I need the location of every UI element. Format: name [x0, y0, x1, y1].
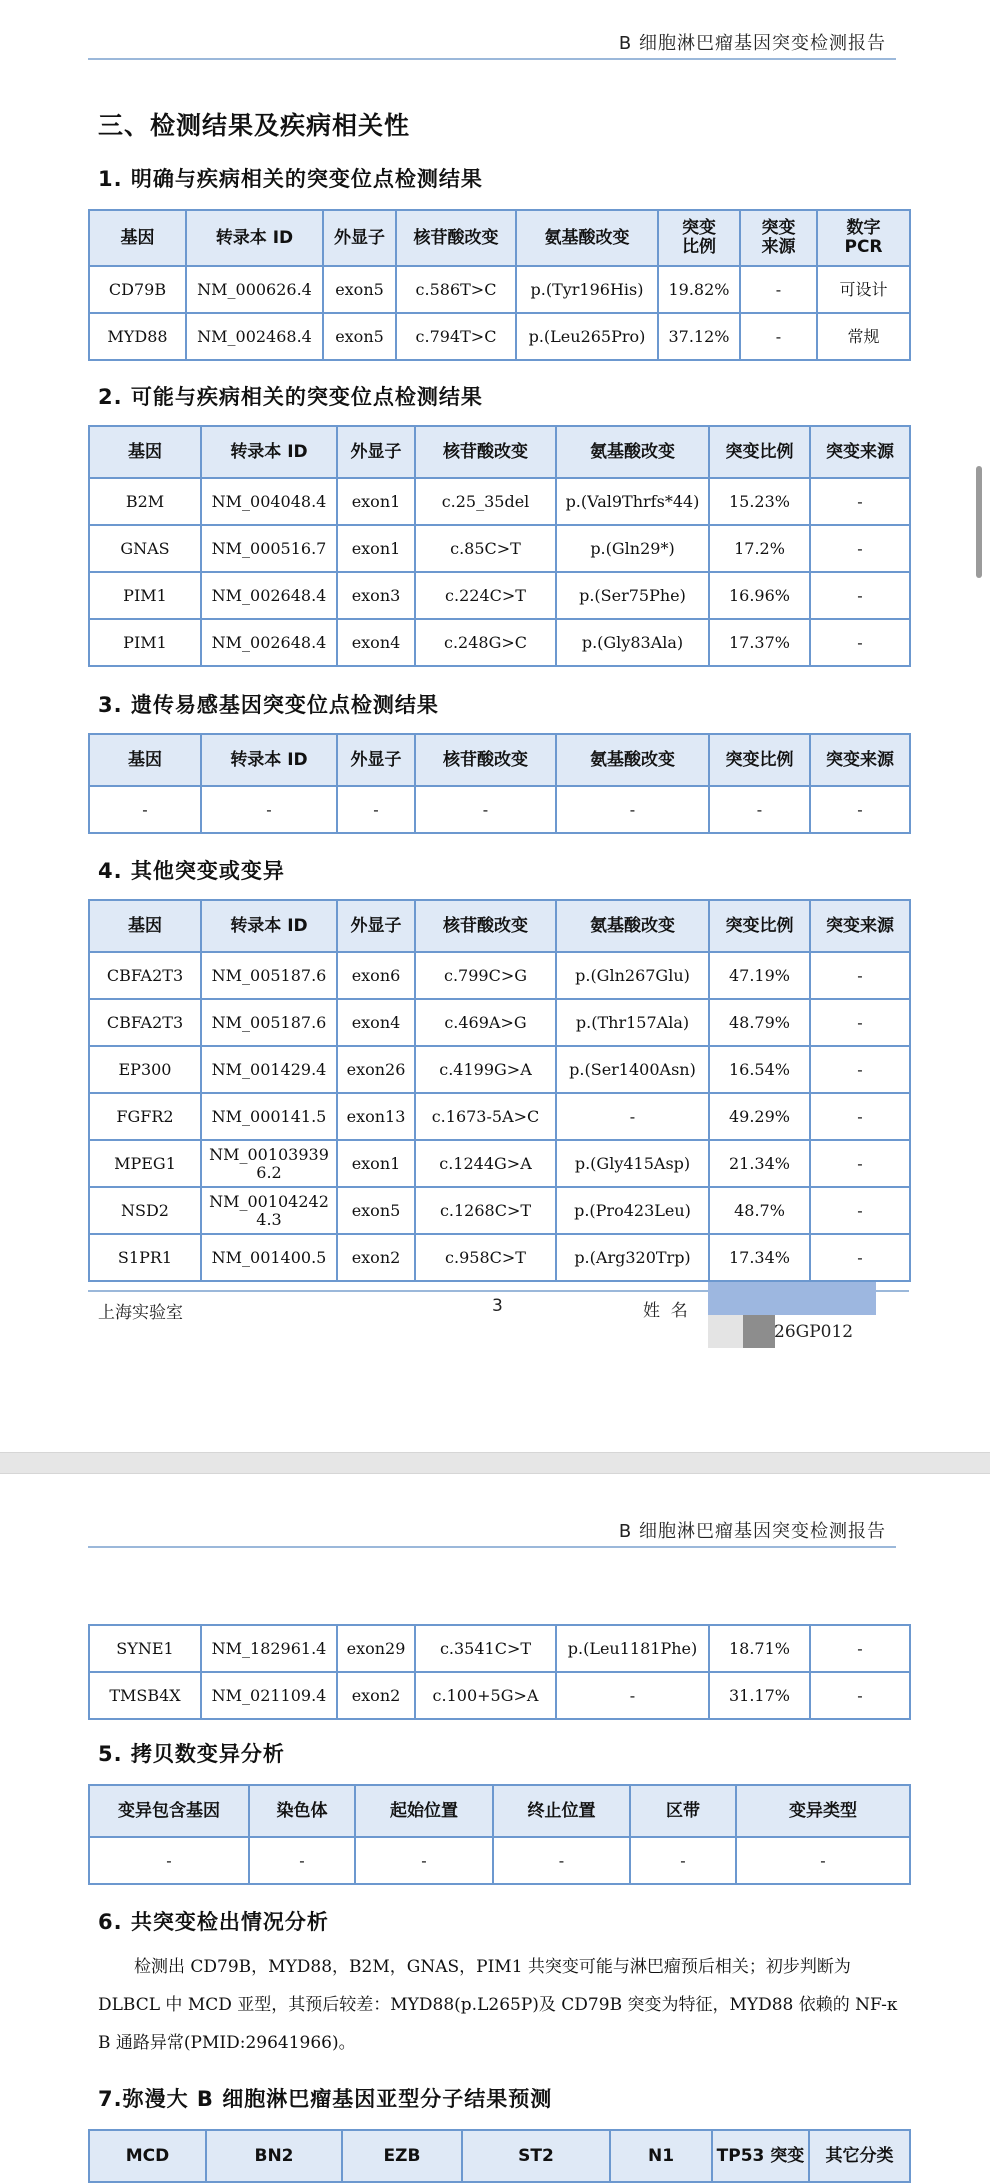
footer-lab: 上海实验室	[98, 1303, 183, 1323]
column-header: 突变来源	[810, 426, 910, 478]
table-cell	[810, 999, 910, 1046]
cell-line: NM_00104242	[209, 1191, 329, 1211]
column-header: 氨基酸改变	[556, 734, 709, 786]
column-header	[817, 210, 910, 266]
cell-line: 49.29%	[728, 1107, 790, 1126]
cell-line: -	[857, 1060, 863, 1079]
column-header	[186, 210, 323, 266]
table-cell: 18.71%	[709, 1625, 810, 1672]
column-header: 基因	[89, 734, 201, 786]
cell-line: exon5	[351, 1201, 401, 1220]
cell-line: c.958C>T	[445, 1248, 526, 1267]
cell-line: 6.2	[256, 1162, 282, 1182]
column-header: EZB	[342, 2130, 462, 2182]
table-row	[89, 572, 910, 619]
column-header: 外显子	[337, 900, 415, 952]
table-cell: NM_004048.4	[201, 478, 337, 525]
cell-line: -	[857, 966, 863, 985]
table-cell: -	[493, 1837, 630, 1884]
subsection-5-title: 5. 拷贝数变异分析	[98, 1742, 285, 1766]
table-cell	[415, 952, 556, 999]
cell-line: exon13	[346, 1107, 406, 1126]
table-cell	[89, 1187, 201, 1234]
cell-line: exon26	[346, 1060, 406, 1079]
cell-line: CBFA2T3	[106, 1013, 184, 1032]
page-header	[88, 1510, 896, 1548]
table-cell	[201, 1234, 337, 1281]
header-line: 突变	[682, 218, 716, 238]
table-cell	[89, 1140, 201, 1187]
cell-line: MPEG1	[114, 1154, 176, 1173]
table-cell	[201, 999, 337, 1046]
table-cell: exon2	[337, 1672, 415, 1719]
table-cell: -	[89, 1837, 249, 1884]
table-cell	[337, 1187, 415, 1234]
column-header: ST2	[462, 2130, 610, 2182]
table-copy-number	[88, 1784, 911, 1885]
page-header	[88, 22, 896, 60]
table-cell	[337, 952, 415, 999]
subsection-7-title: 7.弥漫大 B 细胞淋巴瘤基因亚型分子结果预测	[98, 2087, 553, 2111]
table-cell	[337, 1140, 415, 1187]
table-cell: GNAS	[89, 525, 201, 572]
header-line: 来源	[761, 237, 796, 257]
column-header: 终止位置	[493, 1785, 630, 1837]
column-header	[323, 210, 396, 266]
table-cell	[337, 1234, 415, 1281]
header-line: 突变	[761, 218, 796, 238]
column-header: 起始位置	[355, 1785, 493, 1837]
cell-line: c.1244G>A	[439, 1154, 532, 1173]
table-cell: -	[709, 786, 810, 833]
cell-line: NM_005187.6	[211, 1013, 327, 1032]
footer-page-number: 3	[492, 1296, 503, 1316]
table-cell: B2M	[89, 478, 201, 525]
column-header: 转录本 ID	[201, 426, 337, 478]
subsection-6-title: 6. 共突变检出情况分析	[98, 1910, 329, 1934]
table-cell: CD79B	[89, 266, 186, 313]
cell-line: -	[629, 1107, 636, 1126]
paragraph-line: DLBCL 中 MCD 亚型，其预后较差：MYD88(p.L265P)及 CD79B 突变为特征，MYD88 依赖的 NF-κ	[98, 1995, 898, 2015]
column-header: TP53 突变	[712, 2130, 809, 2182]
cell-line: 21.34%	[728, 1154, 790, 1173]
table-cell	[810, 952, 910, 999]
table-cell: -	[810, 619, 910, 666]
table-cell: -	[556, 1672, 709, 1719]
table-cell	[709, 1187, 810, 1234]
table-cell: exon5	[323, 266, 396, 313]
cell-line: -	[857, 1013, 863, 1032]
paragraph-line: B 通路异常(PMID:29641966)。	[98, 2033, 356, 2053]
table-row	[89, 952, 910, 999]
table-cell	[810, 1093, 910, 1140]
column-header: 转录本 ID	[201, 900, 337, 952]
paragraph-line: 检测出 CD79B，MYD88，B2M，GNAS，PIM1 共突变可能与淋巴瘤预后相关；初步判断为	[134, 1957, 851, 1977]
table-cell: 19.82%	[658, 266, 740, 313]
column-header: 突变比例	[709, 426, 810, 478]
table-cell	[89, 952, 201, 999]
column-header: 区带	[630, 1785, 736, 1837]
table-row	[89, 1837, 910, 1884]
cell-line: p.(Gly415Asp)	[574, 1154, 691, 1173]
cell-line: p.(Pro423Leu)	[574, 1201, 691, 1220]
column-header: 转录本 ID	[201, 734, 337, 786]
table-cell: -	[355, 1837, 493, 1884]
cell-line: exon6	[351, 966, 401, 985]
column-header: 变异类型	[736, 1785, 910, 1837]
table-row	[89, 619, 910, 666]
column-header: 基因	[89, 900, 201, 952]
table-row	[89, 266, 910, 313]
table-cell: -	[740, 313, 817, 360]
header-line: 核苷酸改变	[413, 227, 499, 248]
table-row	[89, 1672, 910, 1719]
table-cell: -	[556, 786, 709, 833]
table-row	[89, 786, 910, 833]
report-page-4	[0, 1474, 990, 2166]
column-header: 变异包含基因	[89, 1785, 249, 1837]
table-cell: -	[810, 572, 910, 619]
table-cell: exon5	[323, 313, 396, 360]
table-cell: -	[810, 478, 910, 525]
table-cell	[556, 952, 709, 999]
table-cell: p.(Val9Thrfs*44)	[556, 478, 709, 525]
table-cell: NM_000626.4	[186, 266, 323, 313]
header-line: PCR	[844, 237, 883, 257]
cell-line: exon2	[351, 1248, 401, 1267]
cell-line: 4.3	[256, 1209, 282, 1229]
table-cell: -	[337, 786, 415, 833]
column-header: 核苷酸改变	[415, 734, 556, 786]
header-line: 氨基酸改变	[544, 227, 630, 248]
cell-line: c.469A>G	[444, 1013, 527, 1032]
table-cell	[810, 1046, 910, 1093]
cell-line: c.4199G>A	[439, 1060, 532, 1079]
scrollbar-thumb[interactable]	[976, 466, 982, 578]
column-header	[516, 210, 658, 266]
table-cell	[201, 1140, 337, 1187]
table-cell	[556, 1187, 709, 1234]
redacted-block	[743, 1315, 775, 1348]
column-header: MCD	[89, 2130, 206, 2182]
table-cell	[415, 1046, 556, 1093]
table-cell: exon29	[337, 1625, 415, 1672]
cell-line: NM_001429.4	[211, 1060, 327, 1079]
table-other-mutations	[88, 899, 911, 1282]
table-row	[89, 1187, 910, 1234]
table-cell: -	[810, 525, 910, 572]
table-cell	[810, 1140, 910, 1187]
table-hereditary-mutations	[88, 733, 911, 834]
table-cell: c.794T>C	[396, 313, 516, 360]
table-cell: 37.12%	[658, 313, 740, 360]
cell-line: exon1	[351, 1154, 401, 1173]
column-header: 突变比例	[709, 900, 810, 952]
table-cell: p.(Leu1181Phe)	[556, 1625, 709, 1672]
table-cell: p.(Ser75Phe)	[556, 572, 709, 619]
section-title: 三、检测结果及疾病相关性	[98, 111, 411, 140]
table-row	[89, 1046, 910, 1093]
column-header: 氨基酸改变	[556, 900, 709, 952]
subsection-4-title: 4. 其他突变或变异	[98, 859, 285, 883]
cell-line: S1PR1	[117, 1248, 173, 1267]
table-cell	[556, 1234, 709, 1281]
column-header: 染色体	[249, 1785, 355, 1837]
table-cell: NM_182961.4	[201, 1625, 337, 1672]
cell-line: c.1268C>T	[439, 1201, 532, 1220]
column-header	[658, 210, 740, 266]
table-cell	[337, 999, 415, 1046]
header-line: 转录本 ID	[215, 227, 294, 248]
header-line: 外显子	[334, 227, 385, 248]
table-cell: -	[201, 786, 337, 833]
subsection-3-title: 3. 遗传易感基因突变位点检测结果	[98, 693, 439, 717]
subsection-1-title: 1. 明确与疾病相关的突变位点检测结果	[98, 167, 483, 191]
table-cell	[709, 952, 810, 999]
table-cell: -	[249, 1837, 355, 1884]
table-row	[89, 1625, 910, 1672]
header-line: 数字	[846, 218, 881, 238]
cell-line: p.(Gln267Glu)	[575, 966, 690, 985]
header-line: 比例	[682, 237, 716, 257]
table-cell	[810, 1187, 910, 1234]
table-cell: c.100+5G>A	[415, 1672, 556, 1719]
footer-name-label: 姓 名	[643, 1301, 688, 1321]
table-cell	[337, 1093, 415, 1140]
table-cell	[709, 1234, 810, 1281]
column-header: 外显子	[337, 734, 415, 786]
table-cell: SYNE1	[89, 1625, 201, 1672]
table-cell: c.3541C>T	[415, 1625, 556, 1672]
cell-line: -	[857, 1201, 863, 1220]
cell-line: 48.7%	[734, 1201, 785, 1220]
table-cell	[556, 1140, 709, 1187]
table-row	[89, 1234, 910, 1281]
column-header	[396, 210, 516, 266]
table-cell	[709, 999, 810, 1046]
column-header: 核苷酸改变	[415, 426, 556, 478]
table-cell: c.248G>C	[415, 619, 556, 666]
table-definite-mutations	[88, 209, 911, 361]
table-cell	[709, 1046, 810, 1093]
table-cell	[709, 1093, 810, 1140]
table-cell	[201, 952, 337, 999]
table-row	[89, 313, 910, 360]
cell-line: EP300	[118, 1060, 172, 1079]
table-other-mutations-continued	[88, 1624, 911, 1720]
table-row	[89, 1140, 910, 1187]
cell-line: c.799C>G	[443, 966, 527, 985]
table-cell	[89, 1234, 201, 1281]
cell-line: NM_005187.6	[211, 966, 327, 985]
column-header: 氨基酸改变	[556, 426, 709, 478]
table-cell: -	[740, 266, 817, 313]
table-cell: exon4	[337, 619, 415, 666]
cell-line: FGFR2	[116, 1107, 174, 1126]
table-cell	[415, 1187, 556, 1234]
table-cell: TMSB4X	[89, 1672, 201, 1719]
cell-line: NM_001400.5	[211, 1248, 327, 1267]
table-cell	[810, 1234, 910, 1281]
table-cell: -	[415, 786, 556, 833]
header-line: 基因	[120, 227, 155, 248]
table-cell: -	[810, 1625, 910, 1672]
cell-line: 47.19%	[728, 966, 790, 985]
header-title: B 细胞淋巴瘤基因突变检测报告	[618, 1521, 886, 1542]
table-cell: c.224C>T	[415, 572, 556, 619]
table-cell: 16.96%	[709, 572, 810, 619]
header-title: B 细胞淋巴瘤基因突变检测报告	[618, 33, 886, 54]
table-cell: NM_002648.4	[201, 619, 337, 666]
table-cell: c.25_35del	[415, 478, 556, 525]
table-cell: p.(Gly83Ala)	[556, 619, 709, 666]
table-row	[89, 478, 910, 525]
cell-line: p.(Arg320Trp)	[574, 1248, 691, 1267]
table-cell	[415, 1234, 556, 1281]
column-header: 突变来源	[810, 900, 910, 952]
table-row	[89, 1093, 910, 1140]
table-cell	[556, 999, 709, 1046]
redacted-name	[708, 1282, 876, 1315]
table-cell: 可设计	[817, 266, 910, 313]
table-cell: NM_002468.4	[186, 313, 323, 360]
footer-id: 26GP012	[774, 1322, 854, 1342]
table-cell: p.(Leu265Pro)	[516, 313, 658, 360]
table-cell	[89, 1093, 201, 1140]
table-cell: -	[736, 1837, 910, 1884]
cell-line: p.(Thr157Ala)	[575, 1013, 690, 1032]
table-row	[89, 525, 910, 572]
column-header: 突变来源	[810, 734, 910, 786]
table-cell: NM_021109.4	[201, 1672, 337, 1719]
cell-line: NSD2	[121, 1201, 169, 1220]
column-header: 突变比例	[709, 734, 810, 786]
table-cell	[709, 1140, 810, 1187]
table-possible-mutations	[88, 425, 911, 667]
cell-line: CBFA2T3	[106, 966, 184, 985]
table-cell: 常规	[817, 313, 910, 360]
cell-line: 16.54%	[728, 1060, 790, 1079]
column-header: 其它分类	[809, 2130, 910, 2182]
table-cell	[415, 1140, 556, 1187]
table-cell	[556, 1093, 709, 1140]
table-cell	[89, 1046, 201, 1093]
cell-line: 48.79%	[728, 1013, 790, 1032]
column-header: 外显子	[337, 426, 415, 478]
cell-line: 17.34%	[728, 1248, 790, 1267]
subsection-2-title: 2. 可能与疾病相关的突变位点检测结果	[98, 385, 483, 409]
table-cell: NM_000516.7	[201, 525, 337, 572]
table-cell: 31.17%	[709, 1672, 810, 1719]
table-cell: PIM1	[89, 619, 201, 666]
table-row	[89, 999, 910, 1046]
table-cell: exon3	[337, 572, 415, 619]
column-header: N1	[610, 2130, 712, 2182]
table-cell: MYD88	[89, 313, 186, 360]
table-cell: -	[810, 786, 910, 833]
table-cell	[415, 999, 556, 1046]
table-cell	[201, 1046, 337, 1093]
table-cell: PIM1	[89, 572, 201, 619]
table-cell: -	[89, 786, 201, 833]
column-header	[740, 210, 817, 266]
table-cell	[89, 999, 201, 1046]
table-dlbcl-subtype	[88, 2129, 911, 2183]
table-cell: c.85C>T	[415, 525, 556, 572]
table-cell: exon1	[337, 478, 415, 525]
table-cell: p.(Tyr196His)	[516, 266, 658, 313]
cell-line: exon4	[351, 1013, 401, 1032]
column-header: BN2	[206, 2130, 342, 2182]
cell-line: -	[857, 1107, 863, 1126]
table-cell: exon1	[337, 525, 415, 572]
table-cell: -	[630, 1837, 736, 1884]
table-cell	[556, 1046, 709, 1093]
cell-line: p.(Ser1400Asn)	[569, 1060, 696, 1079]
table-cell: NM_002648.4	[201, 572, 337, 619]
column-header	[89, 210, 186, 266]
table-cell: 15.23%	[709, 478, 810, 525]
table-cell	[201, 1093, 337, 1140]
table-cell: 17.37%	[709, 619, 810, 666]
redacted-block	[708, 1315, 743, 1348]
table-cell	[415, 1093, 556, 1140]
column-header: 核苷酸改变	[415, 900, 556, 952]
table-cell: c.586T>C	[396, 266, 516, 313]
co-mutation-paragraph	[98, 1948, 898, 2062]
table-cell: -	[810, 1672, 910, 1719]
page-separator	[0, 1452, 990, 1474]
table-cell	[201, 1187, 337, 1234]
cell-line: -	[857, 1248, 863, 1267]
cell-line: -	[857, 1154, 863, 1173]
cell-line: NM_00103939	[209, 1144, 329, 1164]
table-cell	[337, 1046, 415, 1093]
cell-line: c.1673-5A>C	[431, 1107, 540, 1126]
column-header: 基因	[89, 426, 201, 478]
table-cell: 17.2%	[709, 525, 810, 572]
table-cell: p.(Gln29*)	[556, 525, 709, 572]
cell-line: NM_000141.5	[211, 1107, 327, 1126]
